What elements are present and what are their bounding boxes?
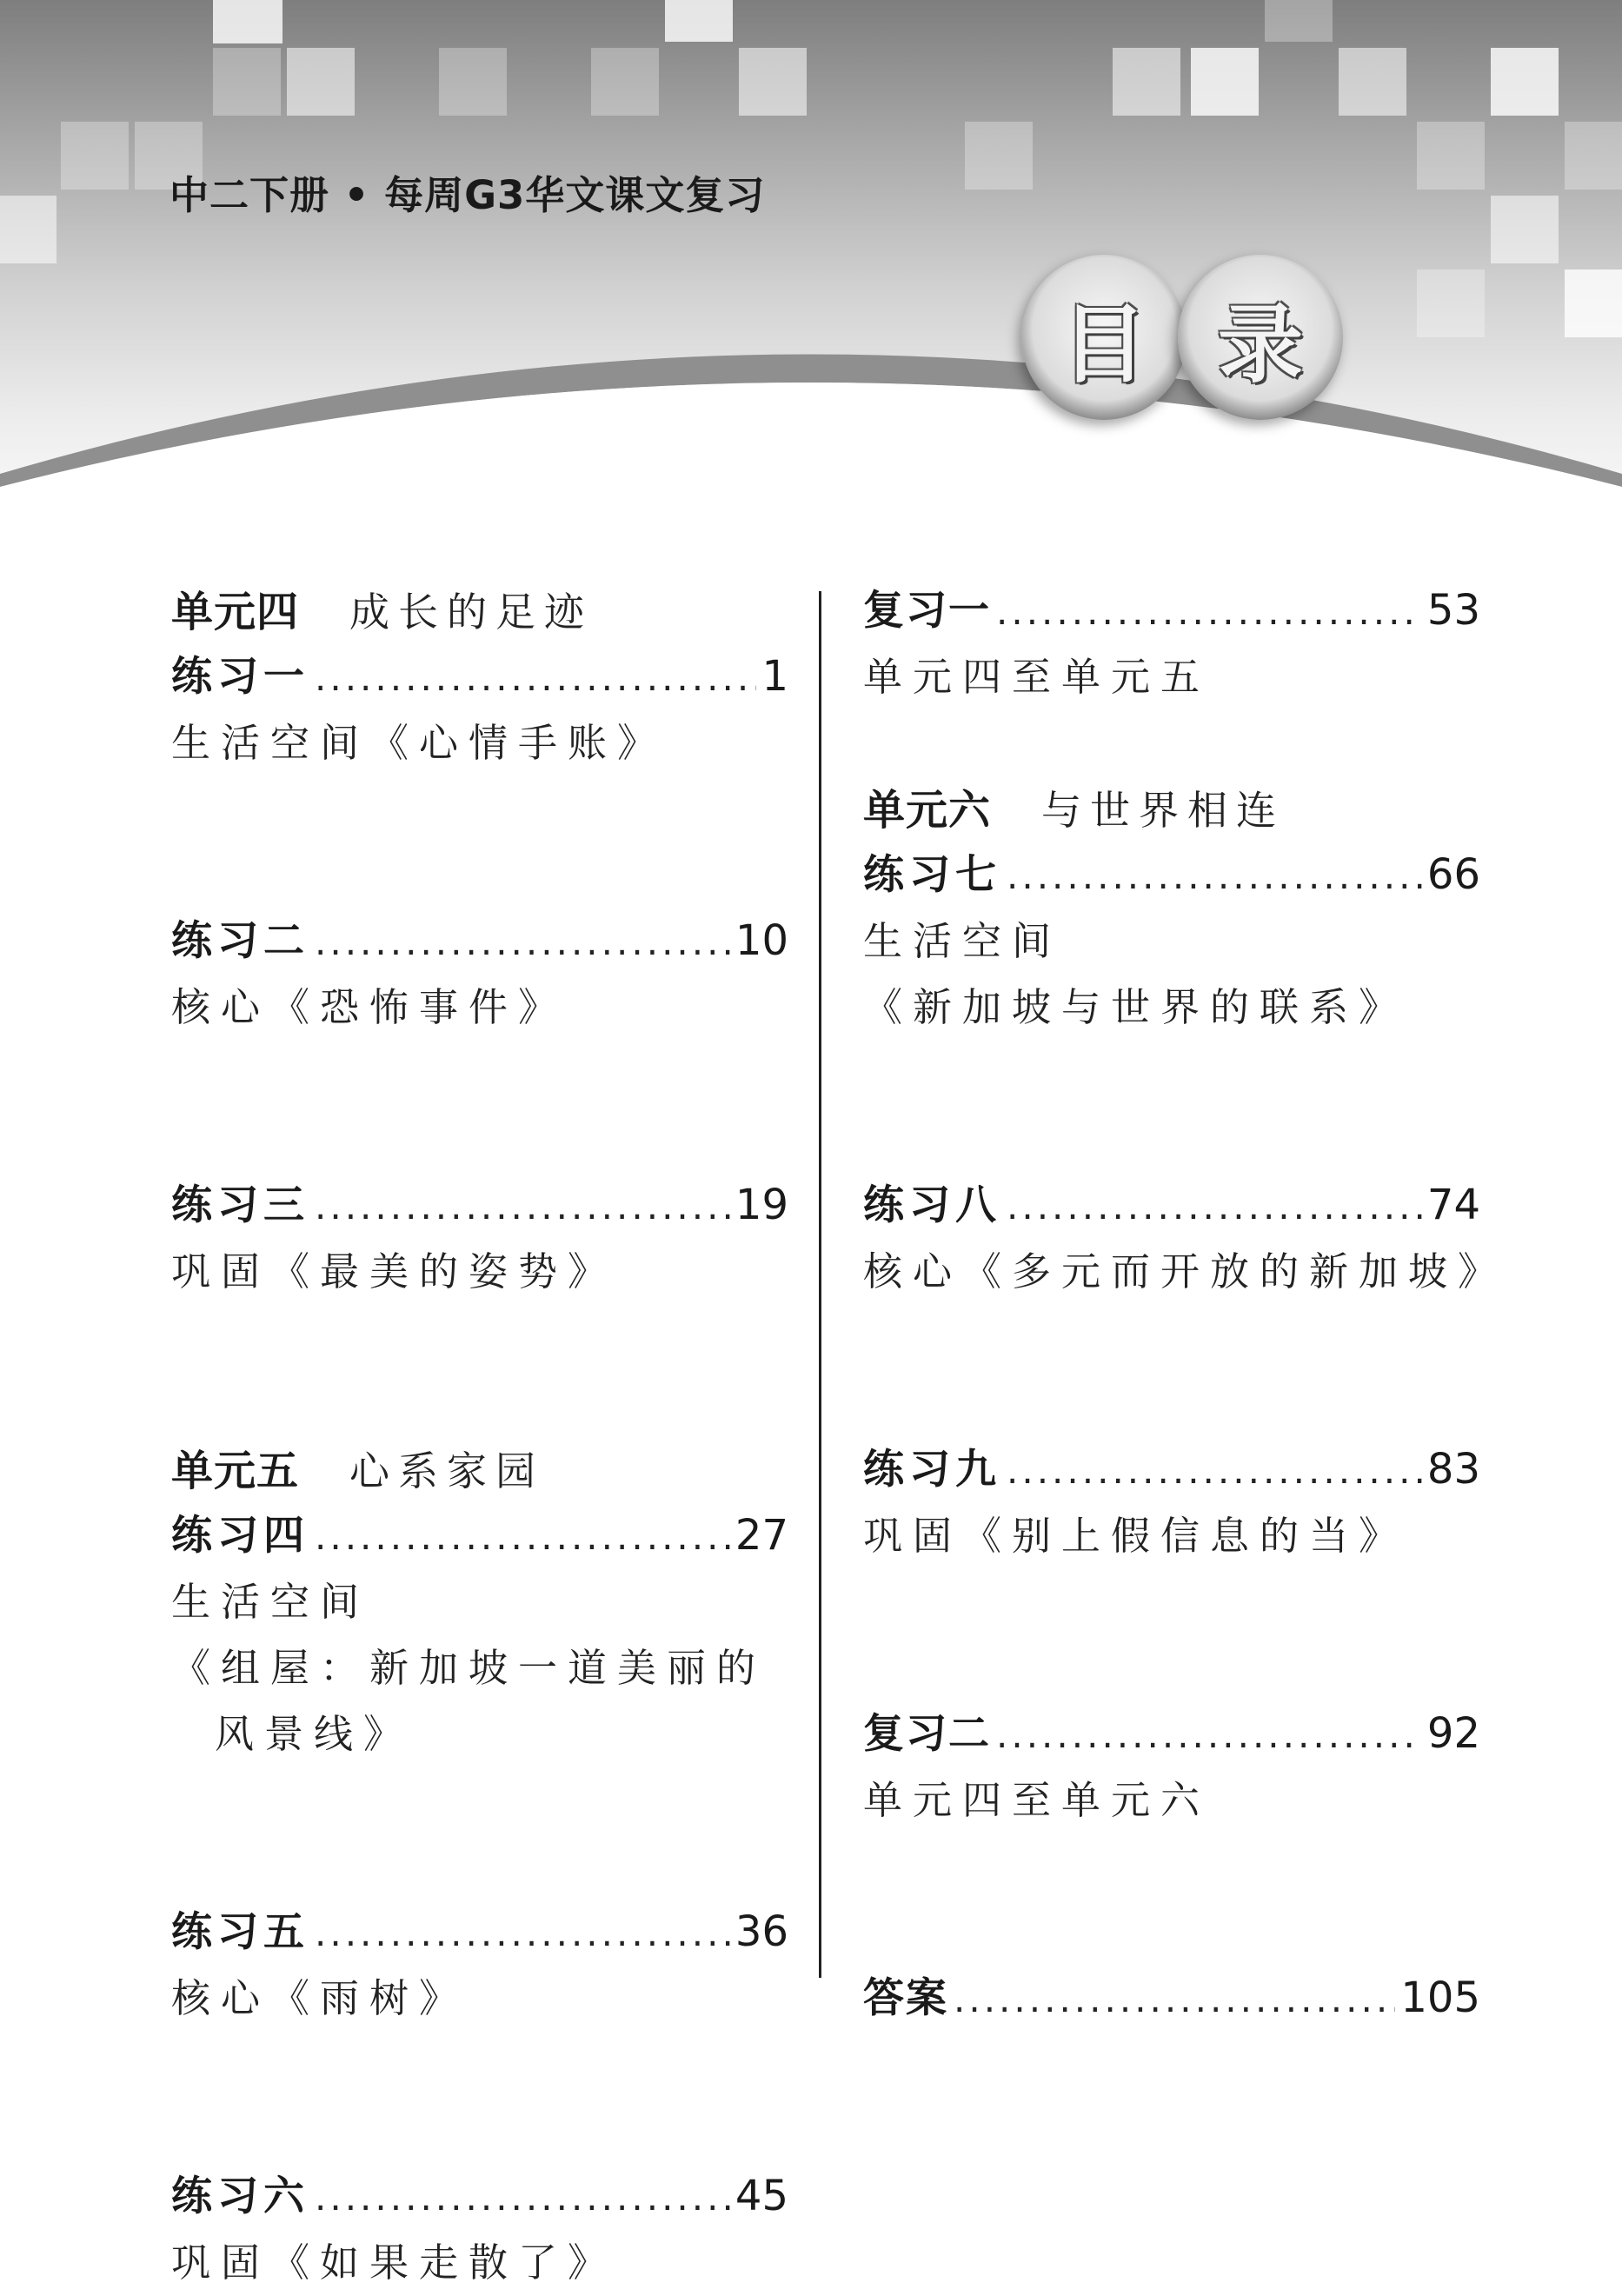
toc-row[interactable]	[171, 1503, 788, 1569]
page-number: 10	[735, 916, 788, 965]
dot-leader	[954, 1978, 1395, 2020]
dot-leader	[315, 2176, 730, 2219]
unit-heading	[863, 776, 1480, 842]
page-number: 19	[735, 1181, 788, 1229]
exercise-label: 练习八	[863, 1181, 1001, 1229]
toc-row[interactable]	[863, 1701, 1480, 1767]
column-divider	[819, 591, 821, 1978]
toc-entry	[171, 1900, 788, 2032]
toc-entry	[863, 776, 1480, 1041]
lesson-title: 核心《多元而开放的新加坡》	[863, 1248, 1508, 1294]
page-number: 27	[735, 1511, 788, 1560]
dot-leader	[315, 1912, 730, 1954]
lesson-title: 《组屋：新加坡一道美丽的	[171, 1645, 767, 1691]
lesson-title: 风景线》	[215, 1711, 414, 1757]
lesson-title: 生活空间	[171, 1579, 370, 1625]
toc-entry	[171, 908, 788, 1041]
toc-row[interactable]	[171, 2164, 788, 2230]
toc-row[interactable]	[863, 1437, 1480, 1503]
lesson-title: 巩固《最美的姿势》	[171, 1248, 618, 1294]
page-number: 92	[1426, 1709, 1480, 1758]
toc-badge-mu: 目	[1021, 255, 1187, 420]
exercise-label: 练习一	[171, 653, 309, 701]
exercise-label: 练习五	[171, 1908, 309, 1956]
dot-leader	[996, 590, 1422, 633]
page-number: 45	[735, 2172, 788, 2220]
toc-entry	[863, 1173, 1508, 1305]
dot-leader	[1007, 855, 1422, 897]
book-title: 中二下册 • 每周G3华文课文复习	[170, 172, 766, 218]
lesson-title: 《新加坡与世界的联系》	[863, 984, 1409, 1030]
dot-leader	[1007, 1185, 1422, 1228]
exercise-label: 练习六	[171, 2173, 309, 2220]
unit-heading	[171, 578, 788, 644]
toc-row[interactable]	[171, 1173, 788, 1239]
toc-entry	[171, 1437, 788, 1767]
exercise-label: 练习九	[863, 1446, 1001, 1494]
toc-left-column	[171, 578, 788, 2296]
lesson-title: 生活空间	[863, 918, 1062, 964]
dot-leader	[315, 656, 756, 699]
toc-row[interactable]	[171, 644, 788, 710]
toc-badge-lu: 录	[1178, 255, 1343, 420]
dot-leader	[315, 921, 730, 963]
review-label: 复习二	[863, 1710, 991, 1758]
exercise-label: 练习七	[863, 851, 1001, 899]
toc-row[interactable]	[863, 1173, 1480, 1239]
toc-row[interactable]	[171, 1900, 788, 1966]
toc-row[interactable]	[863, 578, 1480, 644]
lesson-title: 巩固《别上假信息的当》	[863, 1513, 1409, 1559]
page-number: 105	[1400, 1973, 1480, 2022]
exercise-label: 练习三	[171, 1181, 309, 1229]
lesson-title: 单元四至单元五	[863, 654, 1211, 700]
toc-entry	[863, 1701, 1480, 1833]
lesson-title: 核心《恐怖事件》	[171, 984, 568, 1030]
page-number: 53	[1426, 586, 1480, 635]
unit-title: 成长的足迹	[349, 589, 594, 636]
unit-title: 与世界相连	[1041, 787, 1286, 834]
lesson-title: 巩固《如果走散了》	[171, 2239, 618, 2286]
dot-leader	[315, 1515, 730, 1558]
toc-entry	[171, 1173, 788, 1305]
toc-entry	[171, 578, 788, 776]
unit-label: 单元四	[171, 588, 300, 636]
toc-row[interactable]	[863, 1966, 1480, 2032]
toc-right-column	[863, 578, 1508, 2032]
toc-entry	[863, 578, 1480, 710]
dot-leader	[1007, 1449, 1422, 1492]
answers-label: 答案	[863, 1974, 948, 2022]
toc-row[interactable]	[863, 842, 1480, 908]
page-number: 1	[761, 652, 788, 701]
lesson-title: 核心《雨树》	[171, 1975, 469, 2021]
unit-heading	[171, 1437, 788, 1503]
toc-entry	[863, 1966, 1480, 2032]
toc-row[interactable]	[171, 908, 788, 975]
unit-label: 单元六	[863, 786, 992, 835]
page-number: 36	[735, 1907, 788, 1956]
dot-leader	[996, 1714, 1422, 1756]
lesson-title: 生活空间《心情手账》	[171, 720, 668, 766]
exercise-label: 练习二	[171, 917, 309, 965]
toc-entry	[171, 2164, 788, 2296]
review-label: 复习一	[863, 587, 991, 635]
lesson-title: 单元四至单元六	[863, 1777, 1211, 1823]
unit-label: 单元五	[171, 1447, 300, 1495]
toc-entry	[863, 1437, 1480, 1569]
dot-leader	[315, 1185, 730, 1228]
page-number: 74	[1426, 1181, 1480, 1229]
page-number: 66	[1426, 850, 1480, 899]
exercise-label: 练习四	[171, 1512, 309, 1560]
unit-title: 心系家园	[349, 1447, 545, 1494]
page-number: 83	[1426, 1445, 1480, 1494]
header-arc	[0, 0, 1622, 539]
